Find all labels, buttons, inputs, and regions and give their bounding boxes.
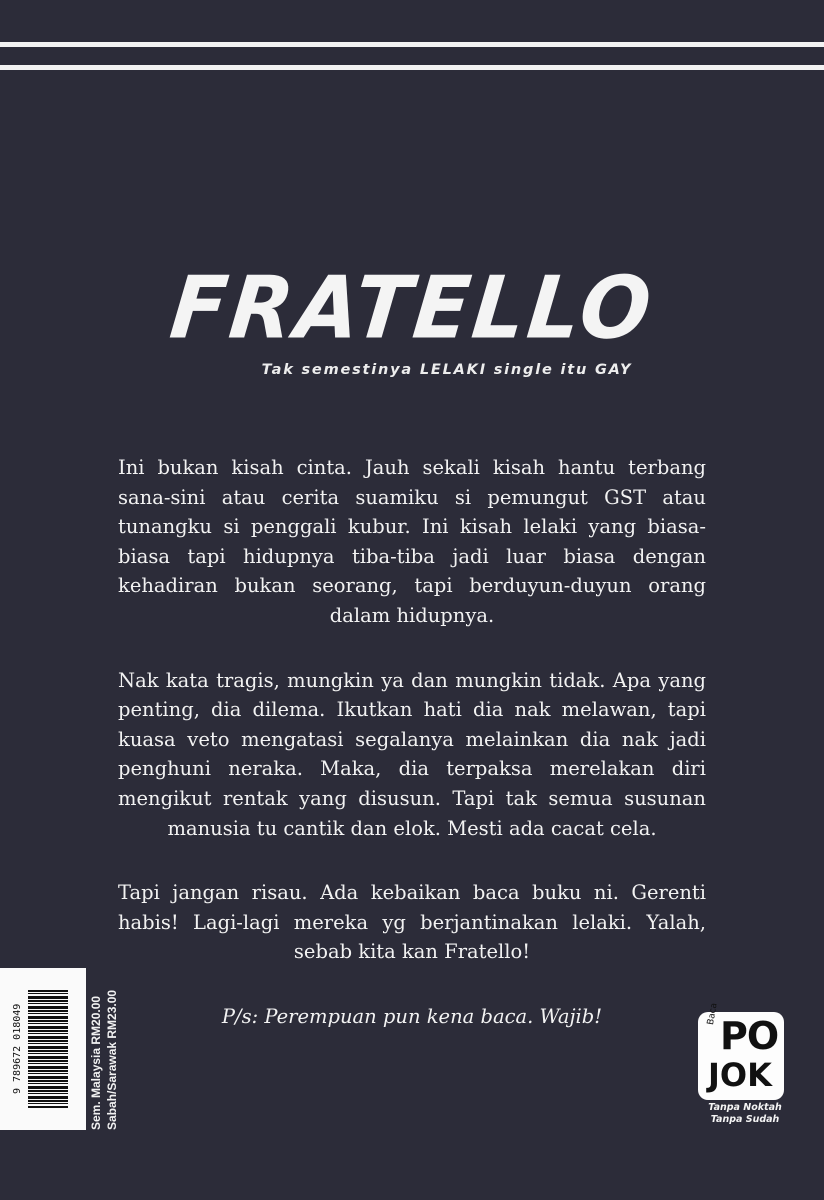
price-list: [88, 970, 128, 1130]
logo-slogan: [700, 1102, 790, 1126]
tagline: Tak semestinya LELAKI single itu GAY: [261, 362, 633, 378]
logo-jok: JOK: [708, 1056, 772, 1094]
top-rule: [0, 42, 824, 47]
second-rule: [0, 65, 824, 70]
barcode-panel: [0, 968, 86, 1130]
logo-card: [698, 1002, 784, 1100]
logo-po: PO: [720, 1014, 779, 1058]
postscript: P/s: Perempuan pun kena baca. Wajib!: [221, 1004, 603, 1028]
publisher-logo: [694, 1002, 790, 1125]
synopsis-paragraph-2: Nak kata tragis, mungkin ya dan mungkin tidak. Apa yang penting, dia dilema. Ikutkan hati dia nak melawan, tapi kuasa veto mengatasi segalanya melainkan dia nak jadi penghuni neraka. Maka, dia terpaksa merelakan diri mengikut rentak yang disusun. Tapi tak semua susunan manusia tu cantik dan elok. Mesti ada cacat cela.: [118, 668, 706, 840]
logo-slogan-1: Tanpa Noktah: [708, 1102, 782, 1113]
logo-baca: Baca: [706, 1002, 720, 1026]
price-sabah-sarawak: Sabah/Sarawak RM23.00: [105, 989, 119, 1130]
synopsis-paragraph-3: Tapi jangan risau. Ada kebaikan baca buku ni. Gerenti habis! Lagi-lagi mereka yg berjantinakan lelaki. Yalah, sebab kita kan Fratello!: [118, 881, 706, 964]
book-title: FRATELLO: [165, 258, 659, 359]
price-peninsular: Sem. Malaysia RM20.00: [89, 995, 103, 1130]
synopsis-paragraph-1: Ini bukan kisah cinta. Jauh sekali kisah hantu terbang sana-sini atau cerita suamiku si pemungut GST atau tunangku si penggali kubur. Ini kisah lelaki yang biasa-biasa tapi hidupnya tiba-tiba jadi luar biasa dengan kehadiran bukan seorang, tapi berduyun-duyun orang dalam hidupnya.: [118, 456, 706, 627]
barcode-icon: [28, 990, 68, 1108]
synopsis: [118, 453, 706, 1067]
isbn-digits: 9 789672 018049: [12, 1003, 23, 1095]
logo-slogan-2: Tanpa Sudah: [710, 1114, 780, 1125]
title-block: [0, 258, 824, 378]
